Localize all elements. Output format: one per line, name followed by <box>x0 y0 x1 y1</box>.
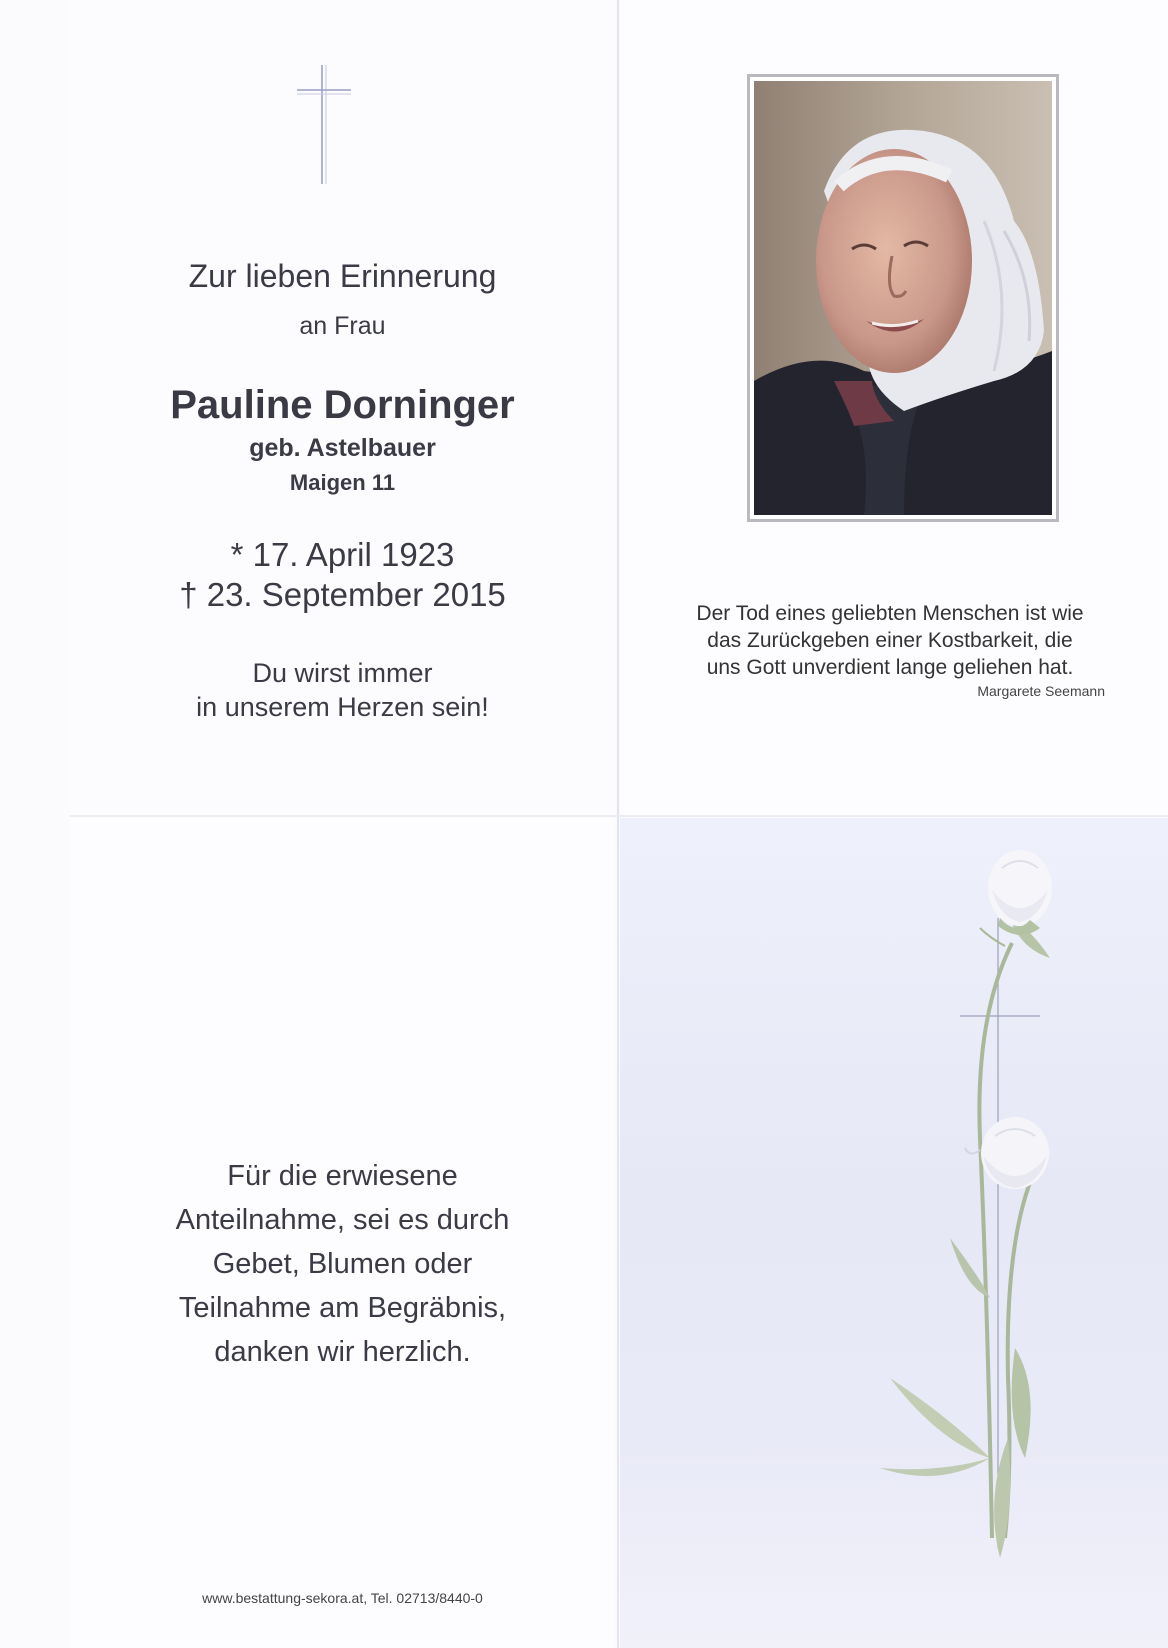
portrait-photo <box>754 81 1052 515</box>
quote-text <box>660 600 1120 681</box>
thanks-line: danken wir herzlich. <box>214 1336 471 1368</box>
quote-line: uns Gott unverdient lange geliehen hat. <box>706 656 1074 679</box>
memorial-front-panel <box>70 0 615 815</box>
thanks-panel <box>70 818 615 1648</box>
thanks-line: Für die erwiesene <box>227 1160 458 1192</box>
photo-frame <box>747 74 1059 522</box>
birth-date: * 17. April 1923 <box>230 536 455 573</box>
quote-line: Der Tod eines geliebten Menschen ist wie <box>696 602 1084 625</box>
motto-line-2: in unserem Herzen sein! <box>196 692 489 722</box>
thanks-text <box>70 1154 615 1374</box>
maiden-name: geb. Astelbauer <box>249 434 436 462</box>
funeral-home-contact: www.bestattung-sekora.at, Tel. 02713/8440-0 <box>202 1590 483 1606</box>
quote-line: das Zurückgeben einer Kostbarkeit, die <box>707 629 1073 652</box>
thanks-line: Anteilnahme, sei es durch <box>175 1204 510 1236</box>
rose-with-cross-illustration <box>620 818 1168 1648</box>
cross-icon <box>293 62 355 187</box>
quote-author: Margarete Seemann <box>977 683 1105 699</box>
motto-line-1: Du wirst immer <box>252 658 433 688</box>
fold-line-horizontal <box>70 815 1168 817</box>
fold-line-vertical <box>617 0 619 1648</box>
address: Maigen 11 <box>289 470 396 495</box>
rose-panel <box>620 818 1168 1648</box>
memory-heading: Zur lieben Erinnerung <box>188 258 497 294</box>
thanks-line: Gebet, Blumen oder <box>212 1248 473 1280</box>
salutation: an Frau <box>299 312 386 340</box>
death-date: † 23. September 2015 <box>179 576 506 613</box>
deceased-name: Pauline Dorninger <box>170 383 515 427</box>
thanks-line: Teilnahme am Begräbnis, <box>178 1292 507 1324</box>
